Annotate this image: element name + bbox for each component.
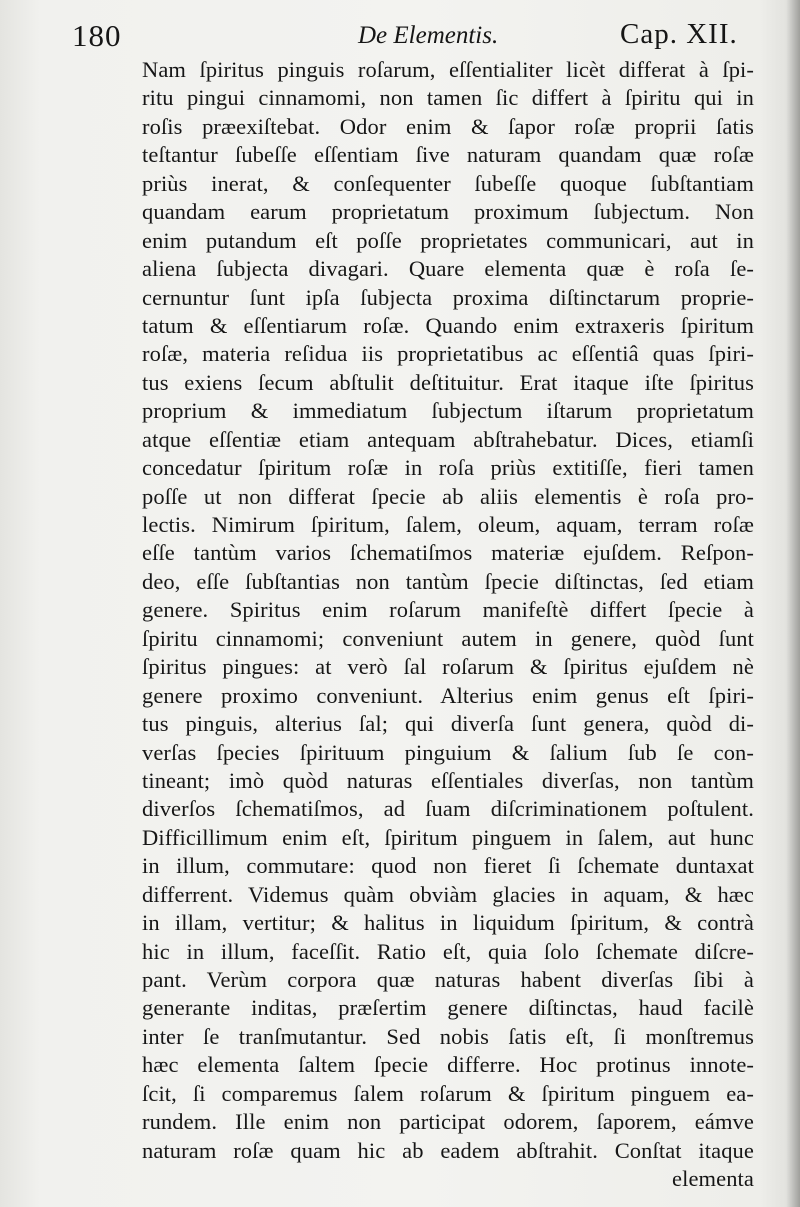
page-number: 180 — [72, 18, 122, 53]
text-line: roſæ, materia reſidua iis proprietatibus ac eſſentiâ quas ſpiri- — [142, 341, 754, 367]
text-line: roſis præexiſtebat. Odor enim & ſapor roſæ proprii ſatis — [142, 113, 754, 139]
text-line: diverſos ſchematiſmos, ad ſuam diſcriminationem poſtulent. — [142, 796, 754, 822]
text-line: Difficillimum enim eſt, ſpiritum pinguem in ſalem, aut hunc — [142, 824, 754, 850]
text-line: hæc elementa ſaltem ſpecie differre. Hoc protinus innote- — [142, 1052, 754, 1078]
text-line: proprium & immediatum ſubjectum iſtarum proprietatum — [142, 398, 754, 424]
running-title: De Elementis. — [358, 22, 499, 49]
text-line: priùs inerat, & conſequenter ſubeſſe quoque ſubſtantiam — [142, 170, 754, 196]
text-line: differrent. Videmus quàm obviàm glacies in aquam, & hæc — [142, 881, 754, 907]
text-line: naturam roſæ quam hic ab eadem abſtrahit. Conſtat itaque — [142, 1137, 754, 1163]
text-line: aliena ſubjecta divagari. Quare elementa quæ è roſa ſe- — [142, 256, 754, 282]
text-line: tineant; imò quòd naturas eſſentiales diverſas, non tantùm — [142, 767, 754, 793]
chapter-label: Cap. XII. — [620, 18, 738, 50]
text-line: pant. Verùm corpora quæ naturas habent diverſas ſibi à — [142, 967, 754, 992]
text-line: cernuntur ſunt ipſa ſubjecta proxima diſtinctarum proprie- — [142, 284, 754, 310]
text-line: tus exiens ſecum abſtulit deſtituitur. Erat itaque iſte ſpiritus — [142, 369, 754, 395]
text-line: ritu pingui cinnamomi, non tamen ſic differt à ſpiritu qui in — [142, 85, 754, 111]
text-line: enim putandum eſt poſſe proprietates communicari, aut in — [142, 227, 754, 253]
text-line: hic in illum, faceſſit. Ratio eſt, quia ſolo ſchemate diſcre- — [142, 938, 754, 964]
text-line: concedatur ſpiritum roſæ in roſa priùs extitiſſe, fieri tamen — [142, 455, 754, 481]
page-header — [0, 10, 800, 58]
catchword: elementa — [672, 1166, 754, 1192]
body-text — [142, 56, 754, 1194]
text-line: eſſe tantùm varios ſchematiſmos materiæ ejuſdem. Reſpon- — [142, 540, 754, 566]
text-line: genere. Spiritus enim roſarum manifeſtè differt ſpecie à — [142, 597, 754, 623]
text-line: tus pinguis, alterius ſal; qui diverſa ſunt genera, quòd di- — [142, 711, 754, 737]
text-line: atque eſſentiæ etiam antequam abſtrahebatur. Dices, etiamſi — [142, 426, 754, 452]
text-line: Nam ſpiritus pinguis roſarum, eſſentialiter licèt differat à ſpi- — [142, 57, 754, 82]
text-line: poſſe ut non differat ſpecie ab aliis elementis è roſa pro- — [142, 483, 754, 509]
text-line: ſpiritu cinnamomi; conveniunt autem in genere, quòd ſunt — [142, 625, 754, 651]
text-line: lectis. Nimirum ſpiritum, ſalem, oleum, aquam, terram roſæ — [142, 512, 754, 537]
text-line: rundem. Ille enim non participat odorem, ſaporem, eámve — [142, 1109, 754, 1135]
text-line: inter ſe tranſmutantur. Sed nobis ſatis eſt, ſi monſtremus — [142, 1023, 754, 1049]
text-line: in illum, commutare: quod non fieret ſi ſchemate duntaxat — [142, 853, 754, 879]
text-line: genere proximo conveniunt. Alterius enim genus eſt ſpiri- — [142, 682, 754, 708]
text-line: generante inditas, præſertim genere diſtinctas, haud facilè — [142, 995, 754, 1021]
text-line: ſcit, ſi comparemus ſalem roſarum & ſpiritum pinguem ea- — [142, 1080, 754, 1106]
text-line: verſas ſpecies ſpirituum pinguium & ſalium ſub ſe con- — [142, 739, 754, 765]
text-line: deo, eſſe ſubſtantias non tantùm ſpecie diſtinctas, ſed etiam — [142, 568, 754, 594]
text-line: in illam, vertitur; & halitus in liquidum ſpiritum, & contrà — [142, 910, 754, 936]
text-line: tatum & eſſentiarum roſæ. Quando enim extraxeris ſpiritum — [142, 312, 754, 338]
page-edge-shadow — [786, 0, 800, 1207]
text-line: ſpiritus pingues: at verò ſal roſarum & ſpiritus ejuſdem nè — [142, 654, 754, 680]
text-line: quandam earum proprietatum proximum ſubjectum. Non — [142, 199, 754, 225]
text-line: teſtantur ſubeſſe eſſentiam ſive naturam quandam quæ roſæ — [142, 142, 754, 168]
